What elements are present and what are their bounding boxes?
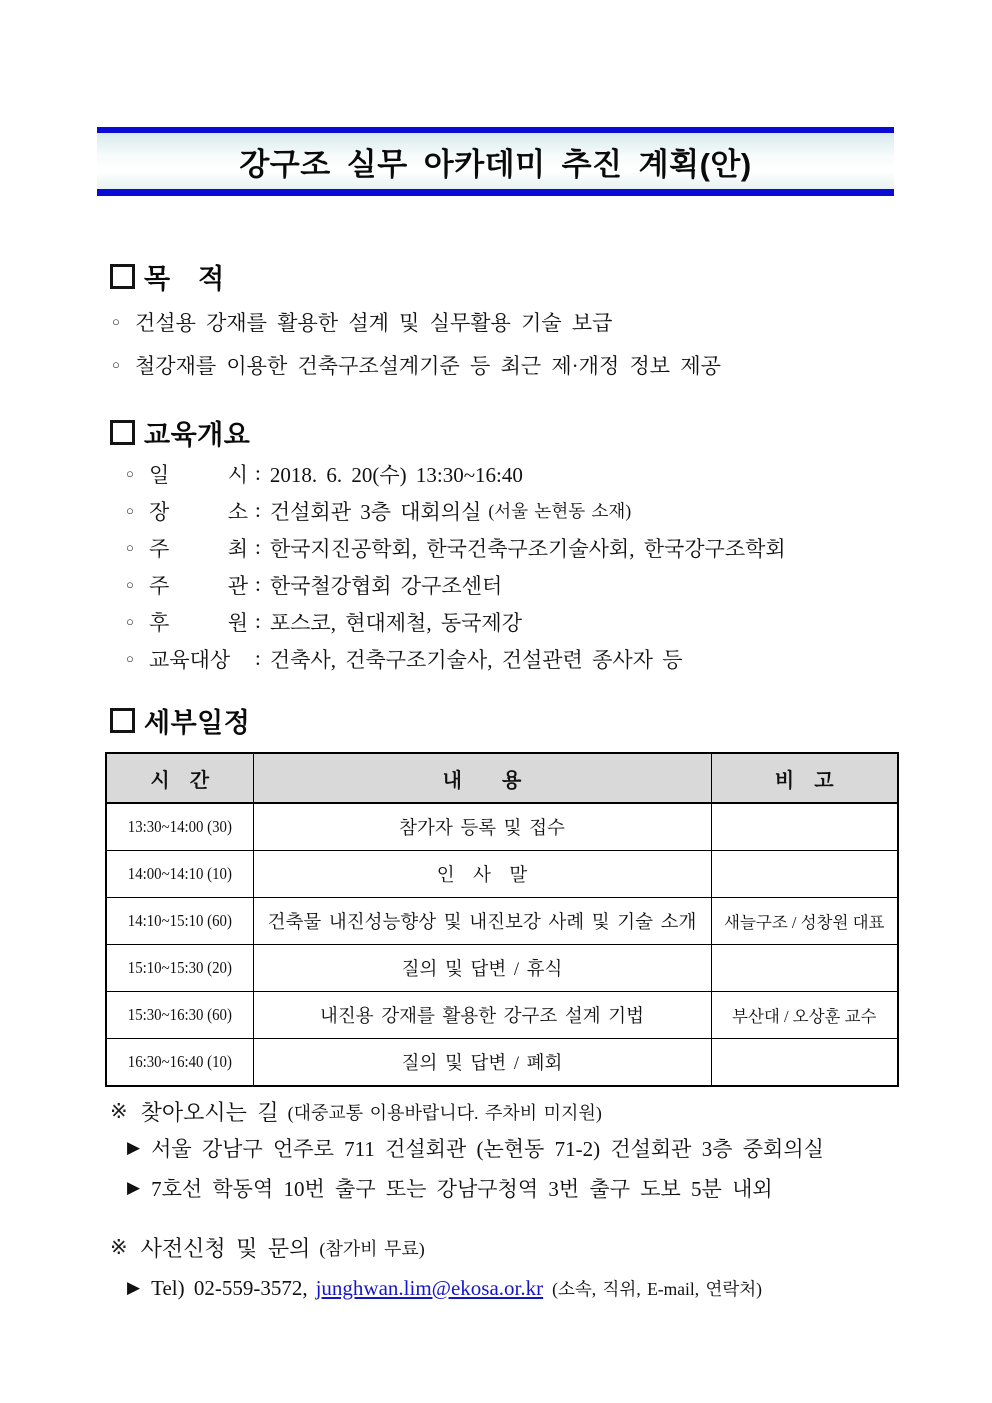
- column-header-time: 시 간: [106, 753, 253, 803]
- table-header-row: [106, 753, 898, 803]
- note-cell: [711, 851, 898, 898]
- content-cell: 내진용 강재를 활용한 강구조 설계 기법: [253, 992, 711, 1039]
- email-link[interactable]: junghwan.lim@ekosa.or.kr: [315, 1275, 544, 1300]
- directions-heading-label: 찾아오시는 길: [140, 1100, 279, 1125]
- purpose-item-text: 건설용 강재를 활용한 설계 및 실무활용 기술 보급: [135, 310, 613, 335]
- circle-bullet-icon: ○: [112, 356, 120, 372]
- list-item: [126, 492, 793, 529]
- arrow-icon: ▶: [127, 1138, 141, 1157]
- overview-item-value: 건설회관 3층 대회의실: [269, 499, 482, 524]
- content-cell: 질의 및 답변 / 폐회: [253, 1039, 711, 1087]
- directions-heading: [110, 1096, 602, 1127]
- overview-item-value: 건축사, 건축구조기술사, 건설관련 종사자 등: [269, 647, 683, 672]
- reference-mark-icon: ※: [110, 1235, 128, 1259]
- table-row: [106, 1039, 898, 1087]
- directions-heading-note: (대중교통 이용바랍니다. 주차비 미지원): [287, 1102, 602, 1123]
- column-header-content: 내 용: [253, 753, 711, 803]
- phone-number: Tel) 02-559-3572,: [151, 1275, 308, 1300]
- overview-item-value: 한국철강협회 강구조센터: [269, 573, 503, 598]
- title-banner: [97, 127, 894, 196]
- square-box-icon: [110, 264, 135, 289]
- note-cell: [711, 945, 898, 992]
- overview-item-label: 일 시: [149, 462, 248, 487]
- label-colon: :: [255, 609, 261, 633]
- overview-item-label: 주 관: [149, 573, 248, 598]
- overview-item-label: 장 소: [149, 499, 248, 524]
- content-cell: 참가자 등록 및 접수: [253, 803, 711, 851]
- time-text: 15:30~16:30 (60): [127, 1005, 232, 1024]
- label-colon: :: [255, 572, 261, 596]
- directions-item-text: 서울 강남구 언주로 711 건설회관 (논현동 71-2) 건설회관 3층 중회의실: [151, 1137, 824, 1161]
- list-item: [126, 455, 793, 492]
- content-cell: 인 사 말: [253, 851, 711, 898]
- email-note: (소속, 직위, E-mail, 연락처): [552, 1278, 763, 1299]
- overview-item-value: 2018. 6. 20(수) 13:30~16:40: [269, 462, 523, 487]
- registration-heading-label: 사전신청 및 문의: [140, 1236, 311, 1261]
- list-item: [112, 343, 721, 386]
- content-cell: 건축물 내진성능향상 및 내진보강 사례 및 기술 소개: [253, 898, 711, 945]
- label-colon: :: [255, 498, 261, 522]
- table-row: [106, 945, 898, 992]
- list-item: [112, 300, 721, 343]
- note-cell: [711, 1039, 898, 1087]
- table-row: [106, 851, 898, 898]
- time-text: 15:10~15:30 (20): [127, 958, 232, 977]
- circle-bullet-icon: ○: [126, 539, 134, 555]
- circle-bullet-icon: ○: [126, 650, 134, 666]
- square-box-icon: [110, 420, 135, 445]
- contact-row: [127, 1272, 762, 1304]
- schedule-table: [105, 752, 899, 1087]
- overview-item-value: 포스코, 현대제철, 동국제강: [269, 610, 522, 635]
- label-colon: :: [255, 646, 261, 670]
- circle-bullet-icon: ○: [126, 465, 134, 481]
- time-cell: [106, 1039, 253, 1087]
- overview-section-heading: [110, 413, 250, 452]
- directions-item: [127, 1132, 824, 1164]
- purpose-heading-label: 목 적: [144, 264, 225, 294]
- purpose-list: [112, 300, 721, 386]
- time-cell: [106, 992, 253, 1039]
- circle-bullet-icon: ○: [126, 576, 134, 592]
- directions-item-text: 7호선 학동역 10번 출구 또는 강남구청역 3번 출구 도보 5분 내외: [151, 1177, 773, 1201]
- time-text: 16:30~16:40 (10): [127, 1052, 232, 1071]
- circle-bullet-icon: ○: [112, 313, 120, 329]
- list-item: [126, 640, 793, 677]
- purpose-section-heading: [110, 257, 225, 296]
- schedule-heading-label: 세부일정: [144, 708, 251, 738]
- arrow-icon: ▶: [127, 1278, 141, 1297]
- overview-item-label: 주 최: [149, 536, 248, 561]
- overview-item-note: (서울 논현동 소재): [488, 501, 632, 521]
- time-cell: [106, 851, 253, 898]
- time-text: 13:30~14:00 (30): [127, 817, 232, 836]
- label-colon: :: [255, 535, 261, 559]
- note-cell: 새늘구조 / 성창원 대표: [711, 898, 898, 945]
- table-row: [106, 803, 898, 851]
- note-cell: 부산대 / 오상훈 교수: [711, 992, 898, 1039]
- table-row: [106, 992, 898, 1039]
- note-cell: [711, 803, 898, 851]
- arrow-icon: ▶: [127, 1178, 141, 1197]
- registration-heading-note: (참가비 무료): [319, 1238, 425, 1259]
- time-cell: [106, 945, 253, 992]
- overview-heading-label: 교육개요: [144, 420, 251, 450]
- list-item: [126, 529, 793, 566]
- page-title: 강구조 실무 아카데미 추진 계획(안): [239, 146, 752, 182]
- list-item: [126, 566, 793, 603]
- overview-item-label: 교육대상: [149, 647, 231, 672]
- reference-mark-icon: ※: [110, 1099, 128, 1123]
- label-colon: :: [255, 461, 261, 485]
- time-cell: [106, 898, 253, 945]
- circle-bullet-icon: ○: [126, 613, 134, 629]
- overview-list: [126, 455, 793, 677]
- overview-item-value: 한국지진공학회, 한국건축구조기술사회, 한국강구조학회: [269, 536, 786, 561]
- list-item: [126, 603, 793, 640]
- column-header-note: 비 고: [711, 753, 898, 803]
- overview-item-label: 후 원: [149, 610, 248, 635]
- schedule-section-heading: [110, 701, 250, 740]
- content-cell: 질의 및 답변 / 휴식: [253, 945, 711, 992]
- purpose-item-text: 철강재를 이용한 건축구조설계기준 등 최근 제·개정 정보 제공: [135, 353, 721, 378]
- square-box-icon: [110, 708, 135, 733]
- time-cell: [106, 803, 253, 851]
- table-row: [106, 898, 898, 945]
- time-text: 14:10~15:10 (60): [127, 911, 232, 930]
- registration-heading: [110, 1232, 425, 1263]
- time-text: 14:00~14:10 (10): [127, 864, 232, 883]
- circle-bullet-icon: ○: [126, 502, 134, 518]
- directions-item: [127, 1172, 773, 1204]
